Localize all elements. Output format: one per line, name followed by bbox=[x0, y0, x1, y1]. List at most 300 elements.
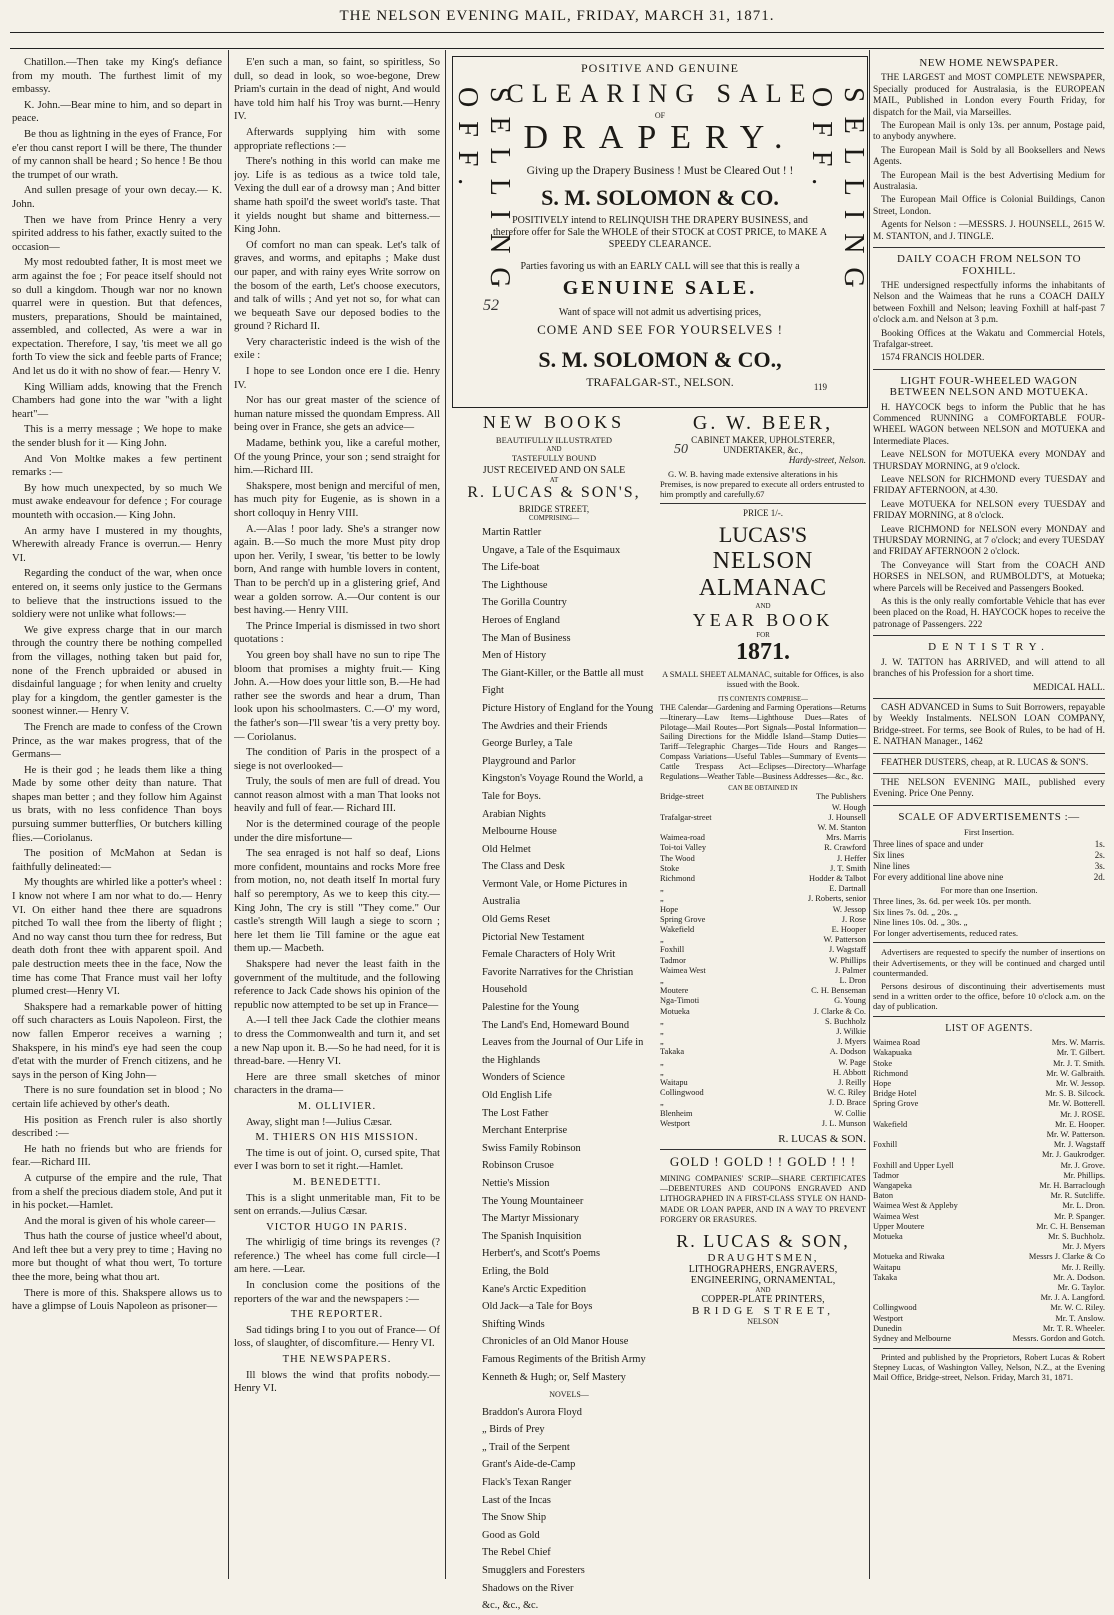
agent-name: Mr. G. Taylor. bbox=[1057, 1283, 1105, 1293]
agent-row bbox=[873, 1181, 1105, 1191]
agent-place: Bridge Hotel bbox=[873, 1089, 917, 1099]
agent-row bbox=[873, 1089, 1105, 1099]
agent-name: Mr. W. C. Riley. bbox=[1050, 1303, 1105, 1313]
classified-column bbox=[873, 52, 1105, 1385]
article-paragraph: And Von Moltke makes a few pertinent remarks :— bbox=[12, 453, 222, 479]
agent-place: Waimea West bbox=[873, 1211, 919, 1221]
book-item: Old English Life bbox=[482, 1090, 552, 1101]
almanac-price: PRICE 1/-. bbox=[742, 508, 783, 518]
right-p19: CASH ADVANCED in Sums to Suit Borrowers, repayable by Weekly Instalments. NELSON LOAN COMPANY, Bridge-street. For terms, see Book of Rules, to be had of H. E. NATHAN Manager., 1462 bbox=[873, 702, 1105, 748]
agent-row bbox=[873, 1334, 1105, 1344]
books-firm: R. LUCAS & SON'S, bbox=[467, 484, 641, 501]
agent-name: J. Clarke & Co. bbox=[813, 1006, 866, 1016]
book-item: The Spanish Inquisition bbox=[482, 1230, 582, 1242]
agent-place: Trafalgar-street bbox=[660, 812, 712, 822]
article-paragraph: E'en such a man, so faint, so spiritless, So dull, so dead in look, so woe-begone, Drew Priam's curtain in the dead of night, And would have told him half his Troy was burnt.—Henry IV. bbox=[234, 57, 440, 123]
agent-row bbox=[660, 1098, 866, 1108]
agent-place: Foxhill and Upper Lyell bbox=[873, 1160, 954, 1170]
scale-row-label: Nine lines bbox=[873, 860, 910, 871]
agent-name: Mr. L. Dron. bbox=[1062, 1201, 1105, 1211]
article-paragraph: M. OLLIVIER. bbox=[297, 1100, 377, 1112]
agent-name: Mr. W. Patterson. bbox=[1046, 1130, 1105, 1140]
agent-name: Mr. J. Reilly. bbox=[1061, 1262, 1105, 1272]
masthead: THE NELSON EVENING MAIL, FRIDAY, MARCH 31, 1871. bbox=[339, 8, 775, 24]
agent-row bbox=[660, 996, 866, 1006]
agent-place: Foxhill bbox=[660, 945, 685, 955]
scale-row-price: 1s. bbox=[1094, 838, 1105, 849]
right-ads-column bbox=[660, 412, 866, 1326]
beer-text: G. W. B. having made extensive alterations in his Premises, is now prepared to execute all orders entrusted to him promptly and carefully.67 bbox=[660, 469, 865, 499]
article-paragraph: There's nothing in this world can make me joy. Life is as tedious as a twice told tale, Vexing the dull ear of a drowsy man ; And bitter shame hath spoil'd the sweet world's taste. That it yields nought but shame and bitterness.—King John. bbox=[234, 156, 440, 236]
agents-table bbox=[660, 792, 866, 1129]
agent-row bbox=[660, 823, 866, 833]
almanac-firm: R. LUCAS & SON. bbox=[778, 1133, 866, 1146]
first-insertion: First Insertion. bbox=[963, 827, 1015, 838]
article-paragraph: You green boy shall have no sun to ripe The bloom that promises a mighty fruit.— King John. A.—How does your little son, B.—He had rather see the swords and hear a drum, Than look upon his schoolmasters. C.—O' my word, the father's son—I'll swear 'tis a very pretty boy.— Coriolanus. bbox=[234, 649, 440, 743]
almanac-yearbook: YEAR BOOK bbox=[692, 610, 834, 630]
agent-place: Bridge-street bbox=[660, 792, 704, 802]
agent-name: Mr. J. Wagstaff bbox=[1053, 1140, 1105, 1150]
agent-row bbox=[660, 1078, 866, 1088]
article-paragraph: His position as French ruler is also shortly described :— bbox=[12, 1114, 222, 1140]
scale-m2: Six lines 7s. 0d. „ 20s. „ bbox=[873, 906, 958, 917]
agent-row bbox=[660, 1068, 866, 1078]
agent-name: J. T. Smith bbox=[830, 863, 866, 873]
agent-name: Mr. W. Jessop. bbox=[1055, 1079, 1105, 1088]
agent-row bbox=[873, 1314, 1105, 1324]
book-item: Herbert's, and Scott's Poems bbox=[482, 1248, 601, 1260]
book-item: Merchant Enterprise bbox=[482, 1125, 568, 1137]
new-books-ad bbox=[452, 412, 656, 1615]
right-p6: Agents for Nelson : —MESSRS. J. HOUNSELL, 2615 W. M. STANTON, and J. TINGLE. bbox=[873, 220, 1105, 242]
agent-row bbox=[873, 1212, 1105, 1222]
agent-row bbox=[873, 1242, 1105, 1252]
sale-line-8: Parties favoring us with an EARLY CALL will see that this is really a bbox=[520, 261, 800, 272]
sale-of: OF bbox=[654, 111, 666, 120]
article-paragraph: Then we have from Prince Henry a very spirited address to his father, exactly suited to the occasion— bbox=[12, 214, 222, 253]
sale-line-5: Giving up the Drapery Business ! Must be Cleared Out ! ! bbox=[526, 165, 794, 177]
agent-row bbox=[873, 1222, 1105, 1232]
agent-name: Mr. A. Dodson. bbox=[1053, 1272, 1105, 1282]
books-street: BRIDGE STREET, bbox=[518, 504, 590, 514]
right-p18: MEDICAL HALL. bbox=[1032, 682, 1105, 693]
agent-place: Wangapeka bbox=[873, 1181, 912, 1191]
beer-trade-2: UNDERTAKER, &c., bbox=[723, 445, 803, 455]
agent-place: Tadmor bbox=[873, 1170, 899, 1180]
agent-name: The Publishers bbox=[815, 792, 866, 802]
agent-name: W. Page bbox=[838, 1057, 866, 1067]
article-paragraph: THE REPORTER. bbox=[290, 1309, 384, 1321]
scale-m4: For longer advertisements, reduced rates. bbox=[873, 927, 1019, 938]
right-p3: The European Mail is Sold by all Booksellers and News Agents. bbox=[873, 145, 1105, 168]
article-paragraph: My thoughts are whirled like a potter's wheel : I know not where I am nor what to do.— Henry VI. On either hand thee there are squadrons pitched To wall thee from the liberty of flight ; And no way canst thou turn thee for redress, But death doth front thee with apparent spoil. And pale destruction meets thee in the face, Now the time has come That France must vail her lofty plumed crest—Henry VI. bbox=[12, 877, 222, 998]
book-item: Ungave, a Tale of the Esquimaux bbox=[482, 544, 621, 556]
gold-l5: COPPER-PLATE PRINTERS, bbox=[701, 1294, 825, 1306]
right-h1: NEW HOME NEWSPAPER. bbox=[919, 57, 1059, 69]
agent-name: G. Young bbox=[834, 996, 866, 1006]
agent-name: S. Buchholz bbox=[825, 1016, 866, 1026]
agent-name: Mrs. Marris bbox=[825, 833, 866, 843]
book-item: Shifting Winds bbox=[482, 1318, 545, 1330]
almanac-and: AND bbox=[755, 602, 771, 610]
agent-name: J. Heffer bbox=[836, 853, 866, 863]
article-paragraph: K. John.—Bear mine to him, and so depart in peace. bbox=[12, 99, 222, 125]
agent-row bbox=[873, 1263, 1105, 1273]
agent-name: E. Hooper bbox=[831, 925, 866, 935]
agent-name: W. Patterson bbox=[823, 935, 866, 945]
agent-row bbox=[660, 1109, 866, 1119]
agent-name: R. Crawford bbox=[824, 843, 866, 853]
agent-name: W. M. Stanton bbox=[817, 822, 866, 832]
article-paragraph: The time is out of joint. O, cursed spite, That ever I was born to set it right.—Hamlet. bbox=[234, 1147, 440, 1173]
agent-name: Mr. J. Myers bbox=[1062, 1242, 1105, 1252]
book-item: The Man of Business bbox=[482, 632, 571, 644]
novel-item: The Snow Ship bbox=[482, 1512, 547, 1524]
agent-name: Messrs. Gordon and Gotch. bbox=[1012, 1334, 1105, 1344]
agent-place: Richmond bbox=[873, 1068, 908, 1078]
article-paragraph: Afterwards supplying him with some appropriate reflections :— bbox=[234, 126, 440, 152]
agent-row bbox=[873, 1191, 1105, 1201]
book-item: Erling, the Bold bbox=[482, 1265, 549, 1277]
article-paragraph: The position of McMahon at Sedan is faithfully delineated:— bbox=[12, 848, 222, 873]
book-item: Kane's Arctic Expedition bbox=[482, 1283, 587, 1295]
agent-name: W. Hough bbox=[831, 802, 866, 812]
agent-row bbox=[660, 884, 866, 894]
agent-name: A. Dodson bbox=[829, 1047, 866, 1057]
book-item: The Life-boat bbox=[482, 562, 540, 574]
agent-row bbox=[660, 935, 866, 945]
right-p1: THE LARGEST and MOST COMPLETE NEWSPAPER, Specially produced for Australasia, is the EUROPEAN MAIL, Published in London every Fourth Friday, for dispatch for the Mail, via Marseilles. bbox=[873, 73, 1105, 118]
article-paragraph: Nor has our great master of the science of human nature missed the quondam Empress. All being over in France, she gets an advice— bbox=[234, 395, 440, 434]
right-p13: Leave MOTUEKA for NELSON every TUESDAY and FRIDAY MORNING, at 8 o'clock. bbox=[873, 499, 1105, 522]
gold-l4: AND bbox=[755, 1286, 771, 1295]
agent-row bbox=[660, 1017, 866, 1027]
novel-item: Flack's Texan Ranger bbox=[482, 1477, 572, 1489]
article-paragraph: M. THIERS ON HIS MISSION. bbox=[255, 1132, 419, 1144]
agent-name: Messrs J. Clarke & Co bbox=[1028, 1252, 1105, 1262]
book-item: Wonders of Science bbox=[482, 1072, 565, 1084]
agent-name: Mr. J. Grove. bbox=[1060, 1160, 1105, 1170]
agent-row bbox=[660, 956, 866, 966]
agent-place: Stoke bbox=[873, 1058, 893, 1068]
agent-row bbox=[873, 1110, 1105, 1120]
almanac-desc: A SMALL SHEET ALMANAC, suitable for Offices, is also issued with the Book. bbox=[662, 670, 864, 689]
right-h3: LIGHT FOUR-WHEELED WAGON BETWEEN NELSON AND MOTUEKA. bbox=[889, 374, 1089, 399]
agent-name: J. Hounsell bbox=[828, 812, 866, 822]
agent-place: Sydney and Melbourne bbox=[873, 1334, 952, 1344]
handwritten-mark: 50 bbox=[674, 442, 688, 457]
article-column-1 bbox=[12, 56, 222, 1579]
agent-name: Mr. J. Gaukrodger. bbox=[1041, 1150, 1105, 1160]
agent-row bbox=[660, 1027, 866, 1037]
sale-line-11: COME AND SEE FOR YOURSELVES ! bbox=[537, 322, 783, 337]
novel-item: The Rebel Chief bbox=[482, 1547, 551, 1559]
agent-name: Mr. C. H. Benseman bbox=[1036, 1221, 1105, 1231]
agent-name: L. Dron bbox=[839, 976, 866, 986]
almanac-contents-heading: ITS CONTENTS COMPRISE— bbox=[718, 696, 808, 703]
agent-row bbox=[873, 1099, 1105, 1109]
sale-address: TRAFALGAR-ST., NELSON. bbox=[586, 375, 734, 389]
agent-list bbox=[873, 1038, 1105, 1344]
agent-place: Hope bbox=[660, 904, 679, 914]
agent-row bbox=[873, 1059, 1105, 1069]
agent-row bbox=[873, 1038, 1105, 1048]
agent-place: Westport bbox=[660, 1118, 691, 1128]
agent-place: Waimea Road bbox=[873, 1038, 920, 1048]
agent-place: „ bbox=[660, 1098, 664, 1108]
book-item: Vermont Vale, or Home Pictures in Australia bbox=[482, 878, 628, 908]
article-paragraph: Nor is the determined courage of the people under the dire misfortune— bbox=[234, 819, 440, 844]
agent-place: Tadmor bbox=[660, 955, 686, 965]
agent-name: Mr. J. A. Langford. bbox=[1040, 1293, 1105, 1303]
books-comprising: COMPRISING— bbox=[528, 514, 580, 522]
agent-place: Wakefield bbox=[660, 925, 695, 935]
article-paragraph: Shakspere had never the least faith in the government of the multitude, and the following reference to Jack Cade shows his opinion of the republic now attempted to be set up in France— bbox=[234, 959, 440, 1011]
agent-row bbox=[873, 1150, 1105, 1160]
agent-name: J. Wagstaff bbox=[828, 945, 866, 955]
agent-row bbox=[873, 1273, 1105, 1283]
agent-row bbox=[660, 894, 866, 904]
article-paragraph: King William adds, knowing that the French Chambers had gone into the war "with a light heart"— bbox=[12, 381, 222, 420]
gold-l2: LITHOGRAPHERS, ENGRAVERS, bbox=[688, 1264, 838, 1276]
article-paragraph: A.—Alas ! poor lady. She's a stranger now again. B.—So much the more Must pity drop upon her. Verily, I swear, 'tis better to be lowly born, And range with humble lovers in content, Than to be perch'd up in a glistering grief, And wear a golden sorrow. A.—Our content is our best having.— Henry VIII. bbox=[234, 523, 440, 617]
right-p15: The Conveyance will Start from the COACH AND HORSES in NELSON, and RUMBOLDT'S, at Motueka; where Parcels will be Received and Passengers Booked. bbox=[873, 560, 1105, 594]
novel-item: „ Birds of Prey bbox=[482, 1424, 545, 1436]
book-item: Old Helmet bbox=[482, 843, 531, 855]
agent-place: Motueka bbox=[873, 1232, 903, 1242]
article-paragraph: There is no sure foundation set in blood ; No certain life achieved by other's death. bbox=[12, 1085, 222, 1110]
scale-row-label: Six lines bbox=[873, 849, 905, 860]
agent-place: „ bbox=[660, 1067, 664, 1077]
agent-name: Mr. Phillips. bbox=[1063, 1170, 1105, 1180]
right-p7: THE undersigned respectfully informs the inhabitants of Nelson and the Waimeas that he runs a COACH DAILY between Foxhill and Nelson; leaving Foxhill at half-past 7 o'clock a.m. and Nelson at 3 p.m. bbox=[873, 280, 1105, 326]
article-paragraph: Chatillon.—Then take my King's defiance from my mouth. The furthest limit of my embassy. bbox=[12, 57, 222, 96]
agent-row bbox=[873, 1232, 1105, 1242]
book-item: Palestine for the Young bbox=[482, 1002, 579, 1014]
right-p10: H. HAYCOCK begs to inform the Public that he has Commenced RUNNING a COMFORTABLE FOUR-WHEEL WAGON between NELSON and MOTUEKA and Intermediate Places. bbox=[873, 402, 1105, 447]
novel-item: „ Trail of the Serpent bbox=[482, 1441, 570, 1453]
agent-place: Takaka bbox=[873, 1272, 898, 1282]
agent-place: Motueka and Riwaka bbox=[873, 1252, 945, 1262]
sale-line-1: POSITIVE AND GENUINE bbox=[581, 61, 739, 75]
agent-row bbox=[660, 915, 866, 925]
novel-item: Last of the Incas bbox=[482, 1494, 551, 1506]
right-p14: Leave RICHMOND for NELSON every MONDAY and THURSDAY MORNING, at 7 o'clock; and every TUESDAY and FRIDAY AFTERNOON 2 o'clock. bbox=[873, 524, 1105, 558]
agent-row bbox=[660, 813, 866, 823]
agent-name: Mr. E. Hooper. bbox=[1054, 1119, 1105, 1129]
gold-heading: GOLD ! GOLD ! ! GOLD ! ! ! bbox=[669, 1154, 857, 1170]
book-item: Famous Regiments of the British Army bbox=[482, 1353, 646, 1365]
sale-drapery: DRAPERY. bbox=[523, 119, 797, 156]
agent-name: J. Reilly bbox=[838, 1078, 866, 1088]
agent-row bbox=[660, 966, 866, 976]
agent-name: J. Roberts, senior bbox=[807, 894, 866, 904]
gold-l7: NELSON bbox=[747, 1317, 779, 1327]
agent-place: Toi-toi Valley bbox=[660, 843, 707, 853]
agent-place: Takaka bbox=[660, 1047, 685, 1057]
right-p8: Booking Offices at the Wakatu and Commercial Hotels, Trafalgar-street. bbox=[873, 328, 1105, 350]
article-paragraph: We give express charge that in our march through the country there be nothing compelled from the villages, nothing taken but paid for, none of the French upbraided or abused in disdainful language ; for when lenity and cruelty play for a kingdom, the gentler gamester is the soonest winner.— Henry V. bbox=[12, 624, 222, 718]
clearing-sale-ad bbox=[452, 56, 868, 408]
book-item: Chronicles of an Old Manor House bbox=[482, 1336, 629, 1348]
novel-item: &c., &c., &c. bbox=[482, 1600, 539, 1612]
right-p5: The European Mail Office is Colonial Buildings, Canon Street, London. bbox=[873, 195, 1105, 217]
agent-row bbox=[660, 1088, 866, 1098]
agent-place: „ bbox=[660, 1016, 664, 1026]
sale-text: POSITIVELY intend to RELINQUISH THE DRAPERY BUSINESS, and therefore offer for Sale the WHOLE of their STOCK at COST PRICE, to MAKE A SPEEDY CLEARANCE. bbox=[493, 215, 827, 250]
novel-item: Good as Gold bbox=[482, 1529, 540, 1541]
agent-row bbox=[660, 833, 866, 843]
book-item: The Awdries and their Friends bbox=[482, 720, 608, 732]
book-item: The Martyr Missionary bbox=[482, 1213, 579, 1225]
agent-place: Blenheim bbox=[660, 1108, 693, 1118]
agent-name: W. Collie bbox=[834, 1108, 866, 1118]
article-paragraph: Shakspere had a remarkable power of hitting off such characters as Louis Napoleon. First, the now fallen Emperor receives a warning ; Shakspere, in his mind's eye had seen the coup d'etat with the murder of French citizens, and he says in the person of King John— bbox=[12, 1001, 222, 1081]
article-paragraph: Truly, the souls of men are full of dread. You cannot reason almost with a man That looks not heavily and full of fear.— Richard III. bbox=[234, 776, 440, 815]
agent-row bbox=[873, 1130, 1105, 1140]
agent-row bbox=[660, 843, 866, 853]
agent-name: Mr. S. Buchholz. bbox=[1048, 1232, 1105, 1242]
agent-place: Collingwood bbox=[873, 1303, 917, 1313]
agent-place: Wakapuaka bbox=[873, 1048, 912, 1058]
novel-item: Shadows on the River bbox=[482, 1582, 574, 1594]
agent-row bbox=[873, 1171, 1105, 1181]
right-h5: SCALE OF ADVERTISEMENTS :— bbox=[898, 810, 1080, 823]
books-sub5: AT bbox=[549, 476, 559, 484]
agent-row bbox=[660, 1058, 866, 1068]
right-h4: DENTISTRY. bbox=[928, 641, 1050, 654]
agent-place: Waimea West bbox=[660, 965, 706, 975]
article-paragraph: The condition of Paris in the prospect of a siege is not overlooked— bbox=[234, 747, 440, 772]
column-divider bbox=[869, 50, 870, 1579]
handwritten-mark: 52 bbox=[483, 297, 499, 314]
agent-place: Wakefield bbox=[873, 1119, 908, 1129]
right-h2: DAILY COACH FROM NELSON TO FOXHILL. bbox=[896, 253, 1082, 277]
right-p17: J. W. TATTON has ARRIVED, and will attend to all branches of his Profession for a short time. bbox=[873, 657, 1105, 680]
book-item: The Gorilla Country bbox=[482, 597, 567, 609]
book-item: Robinson Crusoe bbox=[482, 1160, 554, 1172]
agent-row bbox=[660, 854, 866, 864]
books-sub1: BEAUTIFULLY ILLUSTRATED bbox=[495, 435, 613, 445]
article-paragraph: And sullen presage of your own decay.— K. John. bbox=[12, 185, 222, 210]
scale-row-label: For every additional line above nine bbox=[873, 871, 1004, 882]
agent-name: Mr. R. Sutcliffe. bbox=[1050, 1191, 1105, 1201]
article-paragraph: In conclusion come the positions of the reporters of the war and the newspapers :— bbox=[234, 1280, 440, 1305]
agent-row bbox=[873, 1120, 1105, 1130]
almanac-obtain-heading: CAN BE OBTAINED IN bbox=[728, 785, 798, 793]
agent-place: Waimea-road bbox=[660, 833, 705, 843]
article-paragraph: VICTOR HUGO IN PARIS. bbox=[266, 1221, 408, 1233]
book-item: Men of History bbox=[482, 650, 547, 662]
agent-name: Mr. W. Botterell. bbox=[1048, 1099, 1105, 1109]
agent-row bbox=[660, 925, 866, 935]
article-paragraph: Ill blows the wind that profits nobody.— Henry VI. bbox=[234, 1369, 440, 1395]
agent-name: Mr. W. Galbraith. bbox=[1046, 1068, 1105, 1078]
selling-off-right: SELLING OFF. bbox=[806, 87, 869, 302]
agent-name: Hodder & Talbot bbox=[809, 874, 866, 883]
agent-place: Westport bbox=[873, 1313, 904, 1323]
agent-row bbox=[873, 1201, 1105, 1211]
agent-name: J. Wilkie bbox=[836, 1027, 866, 1037]
article-paragraph: He is their god ; he leads them like a thing Made by some other deity than nature. That shapes man better ; and they follow him Against us brats, with no less confidence Than boys pursuing summer butterflies, Or butchers killing flies.—Coriolanus. bbox=[12, 764, 222, 844]
agent-place: Spring Grove bbox=[660, 914, 706, 924]
imprint: Printed and published by the Proprietors, Robert Lucas & Robert Stepney Lucas, of Washington Valley, Nelson, N.Z., at the Evening Mail Office, Bridge-street, Nelson. Friday, March 31, 1871. bbox=[873, 1353, 1105, 1383]
agent-row bbox=[873, 1161, 1105, 1171]
agent-place: „ bbox=[660, 976, 664, 986]
agent-row bbox=[873, 1140, 1105, 1150]
article-paragraph: An army have I mustered in my thoughts, Wherewith already France is overrun.— Henry VI. bbox=[12, 525, 222, 564]
sale-line-10: Want of space will not admit us advertising prices, bbox=[558, 307, 762, 318]
article-paragraph: Very characteristic indeed is the wish of the exile : bbox=[234, 336, 440, 362]
book-list bbox=[452, 524, 656, 1615]
novels-heading: NOVELS— bbox=[549, 1390, 589, 1400]
agent-place: Stoke bbox=[660, 863, 680, 873]
agent-place: Spring Grove bbox=[873, 1099, 919, 1109]
agent-row bbox=[873, 1324, 1105, 1334]
book-item: Playground and Parlor bbox=[482, 755, 576, 767]
book-item: Old Gems Reset bbox=[482, 914, 551, 926]
book-item: Favorite Narratives for the Christian Household bbox=[482, 966, 634, 996]
scale-m1: Three lines, 3s. 6d. per week 10s. per month. bbox=[873, 895, 1032, 906]
agent-row bbox=[873, 1252, 1105, 1262]
article-paragraph: M. BENEDETTI. bbox=[292, 1176, 382, 1188]
almanac-title-1: LUCAS'S bbox=[718, 522, 808, 547]
right-p4: The European Mail is the best Advertising Medium for Australasia. bbox=[873, 170, 1105, 193]
book-item: Nettie's Mission bbox=[482, 1177, 550, 1189]
article-column-2 bbox=[234, 56, 440, 1579]
sale-genuine: GENUINE SALE. bbox=[562, 277, 758, 299]
agent-name: Mr. T. R. Wheeler. bbox=[1042, 1323, 1105, 1333]
gold-text: MINING COMPANIES' SCRIP—SHARE CERTIFICATES—DEBENTURES AND COUPONS ENGRAVED AND LITHOGRAPHED IN A FIRST-CLASS STYLE ON HAND-MADE OR LOAN PAPER, AND IN A WAY TO PREVENT FORGERY OR ERASURES. bbox=[660, 1174, 866, 1224]
article-paragraph: THE NEWSPAPERS. bbox=[282, 1354, 392, 1366]
book-item: The Young Mountaineer bbox=[482, 1195, 584, 1207]
scale-row-label: Three lines of space and under bbox=[873, 838, 984, 849]
agent-name: Mr. T. Gilbert. bbox=[1056, 1048, 1105, 1058]
masthead-rule-lower bbox=[10, 48, 1104, 49]
agent-name: Mr. S. B. Silcock. bbox=[1045, 1089, 1105, 1099]
agent-row bbox=[873, 1048, 1105, 1058]
agent-row bbox=[660, 945, 866, 955]
book-item: Melbourne House bbox=[482, 826, 557, 838]
article-paragraph: A cutpurse of the empire and the rule, That from a shelf the precious diadem stole, And put it in his pocket.—Hamlet. bbox=[12, 1172, 222, 1212]
agent-place: The Wood bbox=[660, 853, 695, 863]
books-sub3: TASTEFULLY BOUND bbox=[511, 453, 597, 463]
agent-place: Moutere bbox=[660, 986, 689, 996]
article-paragraph: There is more of this. Shakspere allows us to have a glimpse of Louis Napoleon as prisoner— bbox=[12, 1287, 222, 1313]
agent-row bbox=[660, 1037, 866, 1047]
agent-row bbox=[873, 1303, 1105, 1313]
sale-firm: S. M. SOLOMON & CO. bbox=[541, 185, 779, 210]
book-item: Martin Rattler bbox=[482, 527, 542, 538]
article-paragraph: This is a slight unmeritable man, Fit to be sent on errands.—Julius Cæsar. bbox=[234, 1192, 440, 1218]
agent-row bbox=[660, 864, 866, 874]
agent-name: W. C. Riley bbox=[826, 1088, 866, 1098]
agent-place: Collingwood bbox=[660, 1088, 704, 1098]
agent-row bbox=[660, 1007, 866, 1017]
agent-place: „ bbox=[660, 884, 664, 894]
agent-row bbox=[660, 1119, 866, 1129]
agent-row bbox=[660, 986, 866, 996]
more-insertions: For more than one Insertion. bbox=[940, 884, 1038, 895]
right-p20: FEATHER DUSTERS, cheap, at R. LUCAS & SON'S. bbox=[881, 757, 1089, 768]
right-p9: 1574 FRANCIS HOLDER. bbox=[881, 353, 985, 364]
right-p12: Leave NELSON for RICHMOND every TUESDAY and FRIDAY AFTERNOON, at 4.30. bbox=[873, 475, 1105, 497]
agent-name: Mr. J. ROSE. bbox=[1060, 1109, 1105, 1119]
agent-place: „ bbox=[660, 935, 664, 945]
agent-name: H. Abbott bbox=[832, 1067, 866, 1077]
agent-place: „ bbox=[660, 1057, 664, 1067]
book-item: Kingston's Voyage Round the World, a Tale for Boys. bbox=[482, 773, 643, 802]
